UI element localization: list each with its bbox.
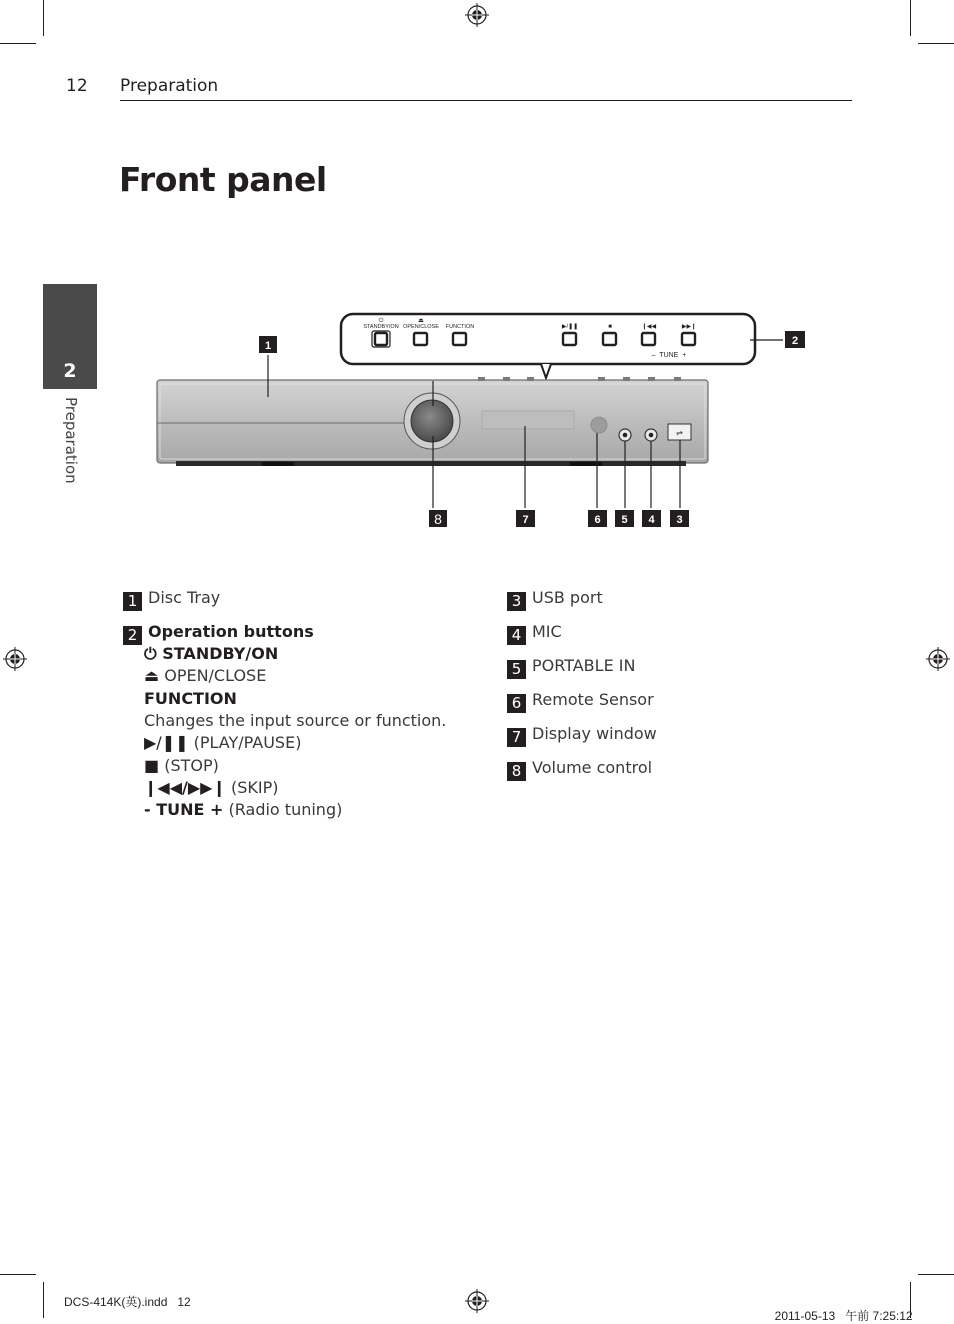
registration-mark-icon	[465, 3, 489, 27]
legend-label: MIC	[532, 622, 562, 641]
chapter-tab-number: 2	[63, 360, 77, 382]
callout-5	[615, 510, 634, 527]
callout-4	[642, 510, 661, 527]
callout-6	[588, 510, 607, 527]
panel-label-open-close: OPEN/CLOSE	[403, 324, 439, 330]
header-rule	[120, 100, 852, 101]
legend-sub-skip: ❙◀◀/▶▶❙ (SKIP)	[144, 778, 279, 797]
legend-label: Display window	[532, 724, 657, 743]
crop-mark	[43, 1282, 44, 1318]
svg-text:2: 2	[791, 335, 799, 347]
svg-text:■: ■	[608, 324, 612, 330]
legend-number: 1	[123, 592, 142, 611]
svg-text:6: 6	[594, 514, 601, 526]
zoom-button-function	[453, 333, 466, 345]
remote-sensor	[591, 417, 607, 433]
legend-item-display-window	[507, 724, 657, 747]
legend-number: 8	[507, 762, 526, 781]
legend-label: Operation buttons	[148, 622, 314, 641]
legend-label: USB port	[532, 588, 603, 607]
crop-mark	[918, 1274, 954, 1275]
legend-sub-stop: ■ (STOP)	[144, 756, 219, 775]
crop-mark	[910, 0, 911, 36]
registration-mark-icon	[926, 647, 950, 671]
skip-forward-icon: ▶▶❙	[187, 778, 226, 797]
panel-label-function: FUNCTION	[445, 324, 475, 330]
chapter-tab-label: Preparation	[62, 397, 80, 484]
callout-2	[785, 331, 805, 348]
legend-item-disc-tray	[123, 588, 220, 611]
footer-file: DCS-414K(英).indd 12	[64, 1295, 191, 1309]
legend-item-operation-buttons	[123, 622, 314, 645]
legend-label: Disc Tray	[148, 588, 221, 607]
legend-item-portable-in	[507, 656, 635, 679]
svg-text:8: 8	[434, 511, 442, 527]
legend-item-volume-control	[507, 758, 652, 781]
legend-number: 2	[123, 626, 142, 645]
legend-sub-function: FUNCTION	[144, 689, 237, 708]
svg-text:1: 1	[264, 340, 272, 352]
portable-in-jack	[619, 429, 631, 441]
page-title: Front panel	[119, 160, 327, 199]
svg-text:▶▶❙: ▶▶❙	[681, 324, 697, 330]
page-number: 12	[66, 76, 88, 96]
crop-mark	[0, 43, 36, 44]
callout-3	[670, 510, 689, 527]
footer-date: 2011-05-13 午前 7:25:12	[774, 1309, 913, 1323]
svg-text:3: 3	[676, 514, 683, 526]
running-header: Preparation	[120, 76, 219, 96]
stop-icon: ■	[144, 756, 160, 775]
operation-panel-zoom	[341, 314, 755, 378]
legend-number: 4	[507, 626, 526, 645]
eject-icon: ⏏	[144, 666, 160, 685]
svg-text:❙◀◀: ❙◀◀	[641, 324, 657, 330]
legend-label: Volume control	[532, 758, 653, 777]
legend-sub-open-close: ⏏ OPEN/CLOSE	[144, 666, 267, 685]
usb-port	[668, 424, 691, 440]
zoom-button-skip-back	[642, 333, 655, 345]
svg-text:5: 5	[621, 514, 628, 526]
legend-number: 6	[507, 694, 526, 713]
legend-sub-function-desc: Changes the input source or function.	[144, 711, 447, 730]
svg-text:⇌: ⇌	[676, 428, 683, 438]
svg-text:4: 4	[648, 514, 655, 526]
panel-label-standby: STANDBY/ON	[363, 324, 399, 330]
panel-label-tune: – TUNE +	[651, 352, 687, 359]
front-panel-diagram	[0, 300, 954, 540]
legend-label: PORTABLE IN	[532, 656, 636, 675]
play-pause-icon: ▶/❚❚	[144, 733, 189, 752]
legend-sub-play-pause: ▶/❚❚ (PLAY/PAUSE)	[144, 733, 302, 752]
legend-item-usb-port	[507, 588, 603, 611]
callout-8	[429, 510, 447, 527]
zoom-button-stop	[603, 333, 616, 345]
legend-number: 7	[507, 728, 526, 747]
legend-item-remote-sensor	[507, 690, 654, 713]
legend-number: 5	[507, 660, 526, 679]
registration-mark-icon	[3, 647, 27, 671]
legend-sub-standby: ⏻ STANDBY/ON	[144, 644, 279, 663]
svg-text:⏏: ⏏	[418, 318, 424, 324]
mic-jack	[645, 429, 657, 441]
registration-mark-icon	[465, 1289, 489, 1313]
crop-mark	[43, 0, 44, 36]
skip-back-icon: ❙◀◀	[144, 778, 183, 797]
zoom-button-standby	[372, 331, 390, 347]
svg-text:7: 7	[522, 514, 529, 526]
legend-item-mic	[507, 622, 562, 645]
legend-number: 3	[507, 592, 526, 611]
callout-7	[516, 510, 535, 527]
crop-mark	[918, 43, 954, 44]
callout-1	[259, 336, 277, 353]
display-window	[482, 411, 574, 429]
zoom-button-play-pause	[563, 333, 576, 345]
crop-mark	[0, 1274, 36, 1275]
legend-sub-tune: - TUNE + (Radio tuning)	[144, 800, 343, 819]
zoom-button-open-close	[414, 333, 427, 345]
svg-text:⏻: ⏻	[378, 318, 384, 324]
power-icon: ⏻	[144, 644, 157, 663]
volume-knob	[404, 393, 460, 449]
zoom-button-skip-forward	[682, 333, 695, 345]
svg-text:▶/❚❚: ▶/❚❚	[561, 324, 579, 330]
legend-label: Remote Sensor	[532, 690, 654, 709]
